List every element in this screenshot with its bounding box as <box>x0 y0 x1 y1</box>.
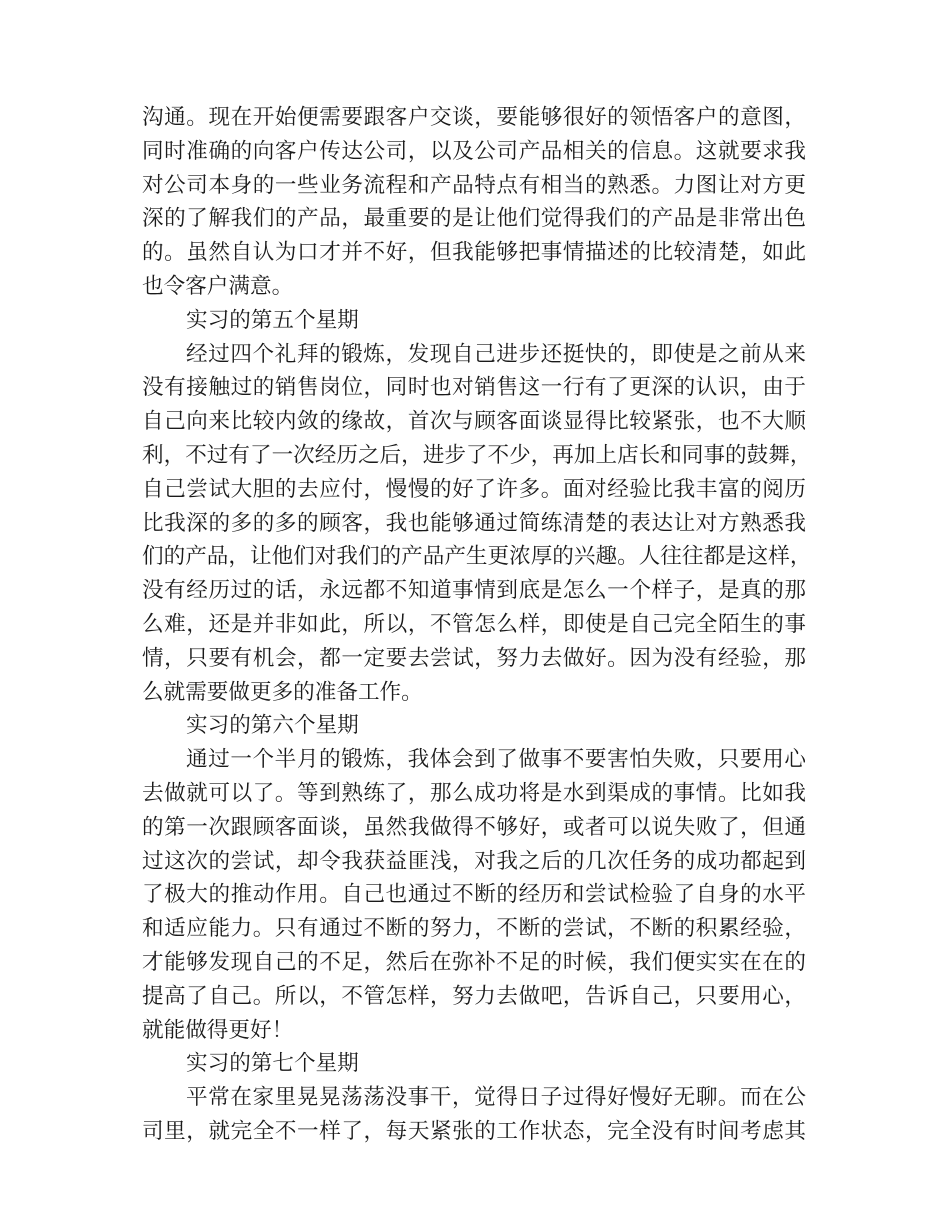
document-page <box>142 101 812 1149</box>
paragraph-line: 和适应能力。只有通过不断的努力，不断的尝试，不断的积累经验， <box>142 916 806 942</box>
paragraph-line: 的。虽然自认为口才并不好，但我能够把事情描述的比较清楚，如此 <box>142 240 806 266</box>
paragraph-last-line: 也令客户满意。 <box>142 273 294 299</box>
paragraph-line: 深的了解我们的产品，最重要的是让他们觉得我们的产品是非常出色 <box>142 206 806 232</box>
paragraph-line: 比我深的多的多的顾客，我也能够通过简练清楚的表达让对方熟悉我 <box>142 510 806 536</box>
paragraph-line: 沟通。现在开始便需要跟客户交谈，要能够很好的领悟客户的意图， <box>142 105 806 130</box>
paragraph-last-line: 就能做得更好！ <box>142 1017 294 1043</box>
paragraph-line: 对公司本身的一些业务流程和产品特点有相当的熟悉。力图让对方更 <box>142 172 806 198</box>
paragraph-first-line: 通过一个半月的锻炼，我体会到了做事不要害怕失败，只要用心 <box>186 747 806 773</box>
paragraph-line: 没有接触过的销售岗位，同时也对销售这一行有了更深的认识，由于 <box>142 375 806 401</box>
paragraph-line: 自己尝试大胆的去应付，慢慢的好了许多。面对经验比我丰富的阅历 <box>142 476 806 502</box>
paragraph-line: 么难，还是并非如此，所以，不管怎么样，即使是自己完全陌生的事 <box>142 611 806 637</box>
paragraph-line: 同时准确的向客户传达公司，以及公司产品相关的信息。这就要求我 <box>142 138 806 164</box>
paragraph-last-line: 么就需要做更多的准备工作。 <box>142 679 423 705</box>
section-heading: 实习的第七个星期 <box>186 1051 359 1077</box>
paragraph-line: 利，不过有了一次经历之后，进步了不少，再加上店长和同事的鼓舞， <box>142 442 812 468</box>
paragraph-line: 提高了自己。所以，不管怎样，努力去做吧，告诉自己，只要用心， <box>142 983 806 1009</box>
paragraph-first-line: 经过四个礼拜的锻炼，发现自己进步还挺快的，即使是之前从来 <box>186 341 806 367</box>
section-heading: 实习的第五个星期 <box>186 307 359 333</box>
paragraph-line: 过这次的尝试，却令我获益匪浅，对我之后的几次任务的成功都起到 <box>142 848 806 874</box>
paragraph-line: 去做就可以了。等到熟练了，那么成功将是水到渠成的事情。比如我 <box>142 780 806 806</box>
paragraph-line: 没有经历过的话，永远都不知道事情到底是怎么一个样子，是真的那 <box>142 578 806 604</box>
paragraph-line: 了极大的推动作用。自己也通过不断的经历和尝试检验了自身的水平 <box>142 882 806 908</box>
paragraph-line: 才能够发现自己的不足，然后在弥补不足的时候，我们便实实在在的 <box>142 949 806 975</box>
section-heading: 实习的第六个星期 <box>186 713 359 739</box>
paragraph-line: 自己向来比较内敛的缘故，首次与顾客面谈显得比较紧张，也不大顺 <box>142 409 806 435</box>
paragraph-line: 情，只要有机会，都一定要去尝试，努力去做好。因为没有经验，那 <box>142 645 806 671</box>
paragraph-line: 们的产品，让他们对我们的产品产生更浓厚的兴趣。人往往都是这样， <box>142 544 812 570</box>
paragraph-line: 的第一次跟顾客面谈，虽然我做得不够好，或者可以说失败了，但通 <box>142 814 806 840</box>
paragraph-line: 司里，就完全不一样了，每天紧张的工作状态，完全没有时间考虑其 <box>142 1118 806 1144</box>
paragraph-first-line: 平常在家里晃晃荡荡没事干，觉得日子过得好慢好无聊。而在公 <box>186 1085 806 1111</box>
